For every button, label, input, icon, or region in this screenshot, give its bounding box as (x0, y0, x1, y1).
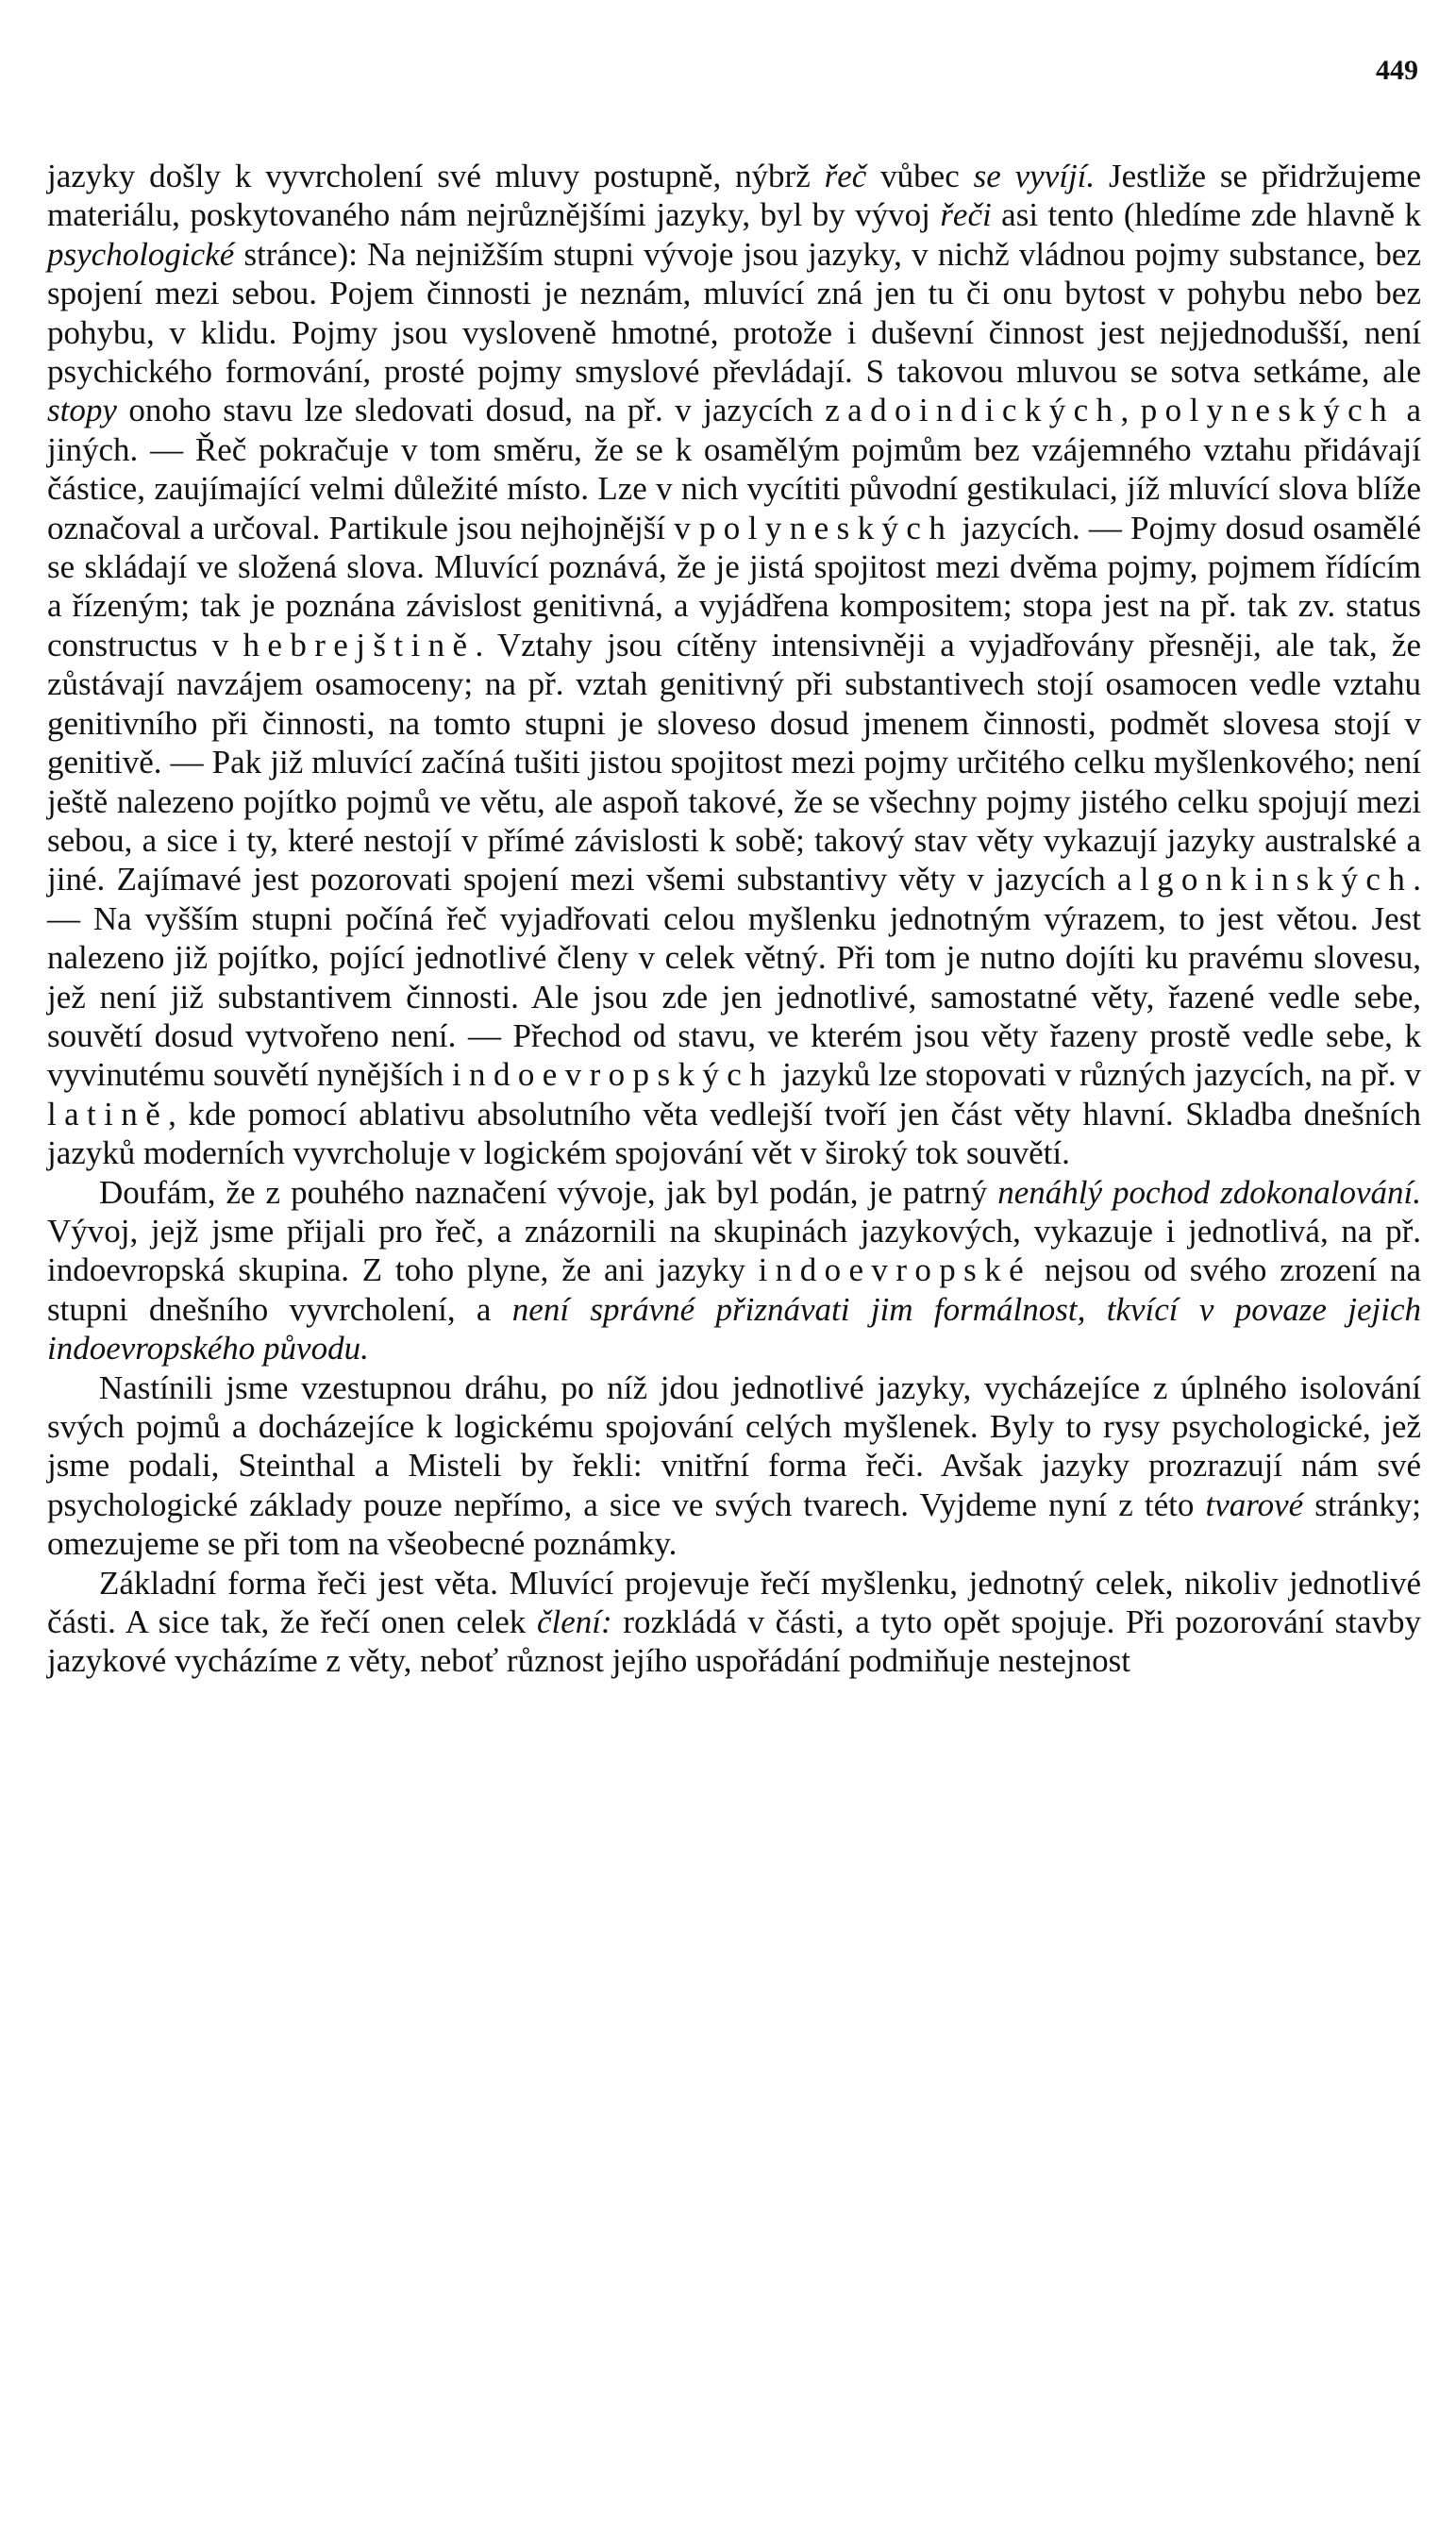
text-run: , kde pomocí ablativu absolutního věta vedlejší tvoří jen část věty hlavní. Skladba dnešních jazyků moderních vyvrcholuje v logickém spojování vět v široký tok souvětí. (47, 1095, 1421, 1172)
emphasis-spaced: hebrejštině (243, 626, 476, 663)
emphasis-italic: psychologické (47, 235, 235, 273)
text-run: stránce): Na nejnižším stupni vývoje jsou jazyky, v nichž vládnou pojmy substance, bez spojení mezi sebou. Pojem činnosti je neznám, mluvící zná jen tu či onu bytost v pohybu nebo bez pohybu, v klidu. Pojmy jsou vysloveně hmotné, protože i duševní činnost jest nejjednodušší, není psychického formování, prosté pojmy smyslové převládají. S takovou mluvou se sotva setkáme, ale (47, 235, 1421, 391)
text-run: vůbec (866, 158, 974, 194)
paragraph (47, 157, 1421, 1173)
emphasis-italic: nenáhlý pochod zdokonalování. (997, 1173, 1421, 1211)
paragraph (47, 1173, 1421, 1368)
emphasis-spaced: polyneských (1140, 392, 1396, 429)
emphasis-italic: tvarové (1205, 1485, 1304, 1523)
text-run: Vývoj, jejž jsme přijali pro řeč, a znázornili na skupinách jazykových, vykazuje i jednotlivá, na př. indoevropská skupina. Z toho plyne, že ani jazyky (47, 1212, 1421, 1289)
emphasis-italic: není správné přiznávati jim formálnost, tkvící v povaze jejich indoevropského původu. (47, 1290, 1421, 1368)
text-run: . — Na vyšším stupni počíná řeč vyjadřovati celou myšlenku jednotným výrazem, to jest větou. Jest nalezeno již pojítko, pojící jednotlivé členy v celek větný. Při tom je nutno dojíti ku pravému slovesu, jež není již substantivem činnosti. Ale jsou zde jen jednotlivé, samostatné věty, řazené vedle sebe, souvětí dosud vytvořeno není. — Přechod od stavu, ve kterém jsou věty řazeny prostě vedle sebe, k vyvinutému souvětí nynějších (47, 861, 1421, 1094)
text-run: Doufám, že z pouhého naznačení vývoje, jak byl podán, je patrný (99, 1173, 998, 1211)
emphasis-spaced: indoevropských (451, 1056, 775, 1094)
emphasis-spaced: indoevropské (758, 1251, 1032, 1289)
text-run: a jiných. — Řeč pokračuje v tom směru, že se k osamělým pojmům bez vzájemného vztahu přidávají částice, zaujímající velmi důležité místo. Lze v nich vycítiti původní gestikulaci, jíž mluvící slova blíže označoval a určoval. Partikule jsou nejhojnější v (47, 392, 1421, 546)
emphasis-italic: se vyvíjí. (973, 158, 1096, 194)
emphasis-spaced: zadoindických (825, 392, 1121, 429)
emphasis-italic: člení: (536, 1603, 612, 1641)
emphasis-italic: řeči (940, 196, 992, 234)
emphasis-spaced: latině (47, 1095, 169, 1133)
text-run: jazyků lze stopovati v různých jazycích, na př. v (774, 1056, 1421, 1094)
text-run: Nastínili jsme vzestupnou dráhu, po níž jdou jednotlivé jazyky, vycházejíce z úplného isolování svých pojmů a docházejíce k logickému spojování celých myšlenek. Byly to rysy psychologické, jež jsme podali, Steinthal a Misteli by řekli: vnitřní forma řeči. Avšak jazyky prozrazují nám své psychologické základy pouze nepřímo, a sice ve svých tvarech. Vyjdeme nyní z této (47, 1368, 1421, 1523)
text-run: jazycích. — Pojmy dosud osamělé se skládají ve složená slova. Mluvící poznává, že je jistá spojitost mezi dvěma pojmy, pojmem řídícím a řízeným; tak je poznána závislost genitivná, a vyjádřena kompositem; stopa jest na př. tak zv. status constructus v (47, 509, 1422, 663)
text-run: jazyky došly k vyvrcholení své mluvy postupně, nýbrž (47, 158, 825, 194)
text-run: rozkládá v části, a tyto opět spojuje. Při pozorování stavby jazykové vycházíme z věty, neboť různost jejího uspořádání podmiňuje nestejnost (47, 1603, 1421, 1680)
paragraph (47, 1368, 1421, 1564)
text-run: onoho stavu lze sledovati dosud, na př. v jazycích (116, 392, 826, 429)
text-run: nejsou od svého zrození na stupni dnešního vyvrcholení, a (47, 1251, 1421, 1328)
emphasis-italic: stopy (47, 392, 117, 429)
emphasis-spaced: polyneských (698, 509, 954, 546)
text-run: stránky; omezujeme se při tom na všeobecné poznámky. (47, 1485, 1422, 1563)
page-number: 449 (1376, 55, 1418, 86)
text-run: asi tento (hledíme zde hlavně k (991, 196, 1421, 234)
text-run: . Vztahy jsou cítěny intensivněji a vyjadřovány přesněji, ale tak, že zůstávají navzájem osamoceny; na př. vztah genitivný při substantivech stojí osamocen vedle vztahu genitivního při činnosti, na tomto stupni je sloveso dosud jmenem činnosti, podmět slovesa stojí v genitivě. — Pak již mluvící začíná tušiti jistou spojitost mezi pojmy určitého celku myšlenkového; není ještě nalezeno pojítko pojmů ve větu, ale aspoň takové, že se všechny pojmy jistého celku spojují mezi sebou, a sice i ty, které nestojí v přímé závislosti k sobě; takový stav věty vykazují jazyky australské a jiné. Zajímavé jest pozorovati spojení mezi všemi substantivy věty v jazycích (47, 626, 1421, 898)
emphasis-spaced: algonkinských (1116, 861, 1414, 898)
paragraph (47, 1564, 1421, 1681)
text-body (47, 157, 1421, 1681)
text-run: Jestliže se přidržujeme materiálu, poskytovaného nám nejrůznějšími jazyky, byl by vývoj (47, 158, 1421, 234)
emphasis-italic: řeč (824, 158, 867, 194)
text-run: , (1120, 392, 1141, 429)
text-run: Základní forma řeči jest věta. Mluvící projevuje řečí myšlenku, jednotný celek, nikoliv jednotlivé části. A sice tak, že řečí onen celek (47, 1564, 1421, 1641)
